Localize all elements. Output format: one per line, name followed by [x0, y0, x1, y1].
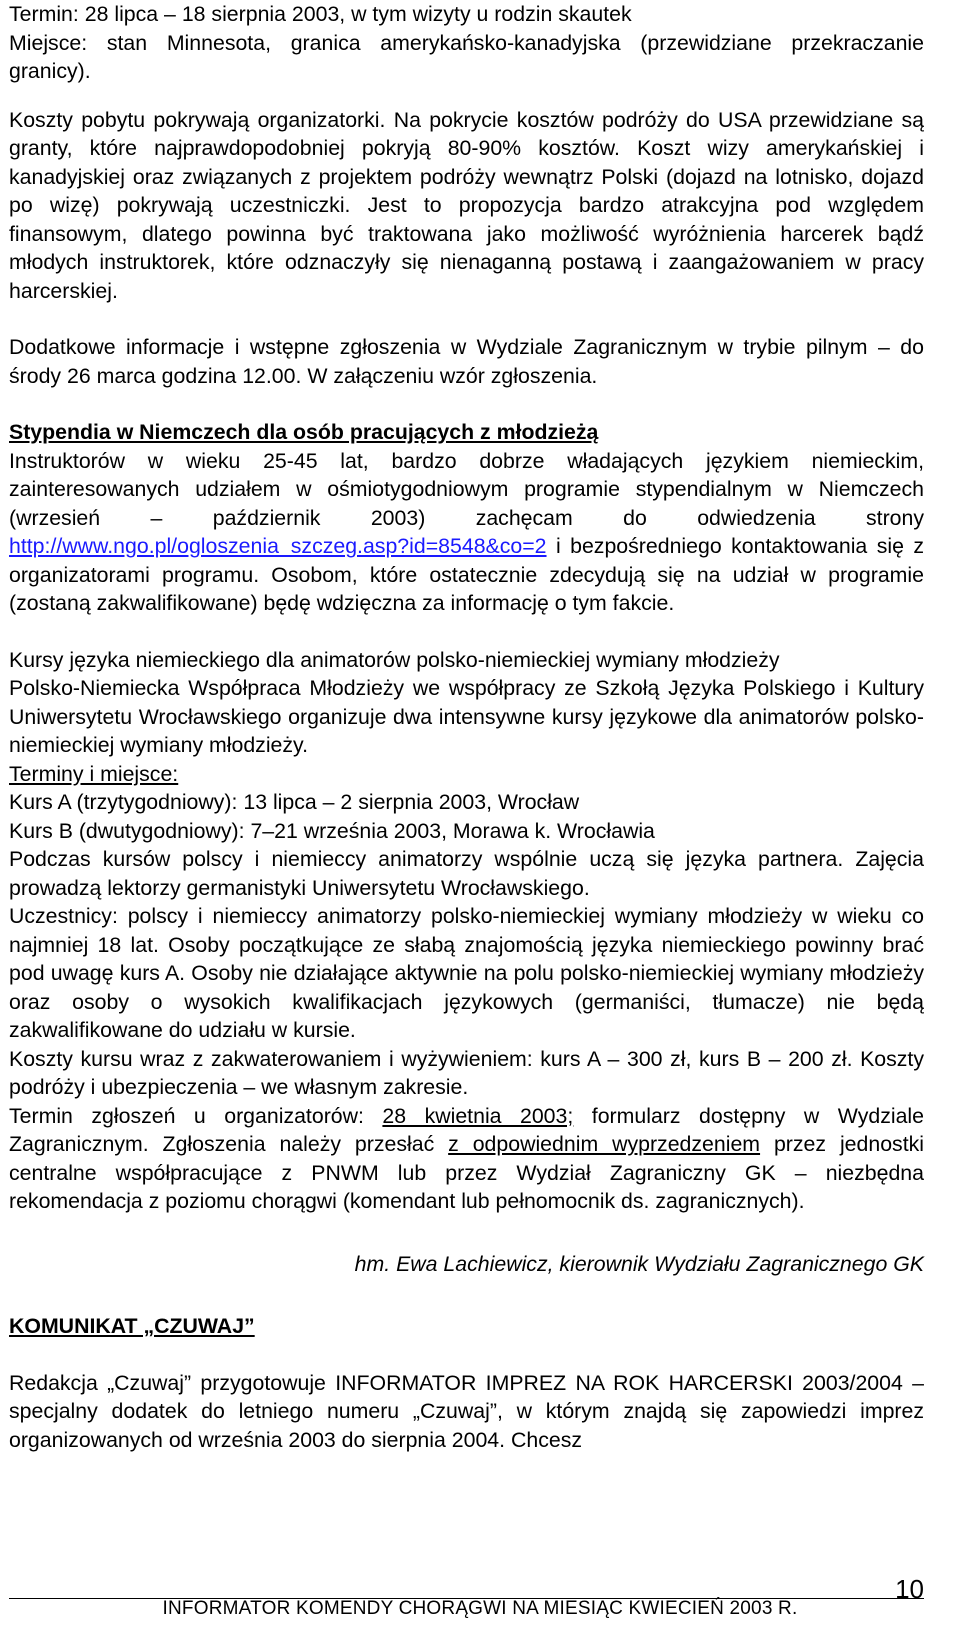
- komunikat-paragraph: Redakcja „Czuwaj” przygotowuje INFORMATOR IMPREZ NA ROK HARCERSKI 2003/2004 – specjalny dodatek do letniego numeru „Czuwaj”, w którym znajdą się zapowiedzi imprez organizowanych od września 2003 do sierpnia 2004. Chcesz: [9, 1370, 924, 1452]
- miejsce-line: Miejsce: stan Minnesota, granica amerykańsko-kanadyjska (przewidziane przekraczanie granicy).: [9, 30, 924, 83]
- uczestnicy-paragraph: Uczestnicy: polscy i niemieccy animatorzy polsko-niemieckiej wymiany młodzieży w wieku co najmniej 18 lat. Osoby początkujące ze słabą znajomością języka niemieckiego powinny brać pod uwagę kurs A. Osoby nie działające aktywnie na polu polsko-niemieckiej wymiany młodzieży oraz osoby o wysokich kwalifikacjach językowych (germaniści, tłumacze) nie będą zakwalifikowane do udziału w kursie.: [9, 904, 924, 1042]
- termin-wyprzedzeniem: z odpowiednim wyprzedzeniem: [448, 1132, 761, 1156]
- page-number: 10: [895, 1574, 924, 1604]
- termin-prefix: Termin zgłoszeń u organizatorów:: [9, 1103, 383, 1128]
- stypendia-heading: Stypendia w Niemczech dla osób pracujących z młodzieżą: [9, 420, 599, 444]
- stypendia-text-2: i bezpośredniego kontaktowania się z organizatorami programu. Osobom, które ostatecznie zdecydują się na udział w programie (zostaną zakwalifikowane) będę wdzięczna za informację o tym fakcie.: [9, 534, 924, 615]
- dodatkowe-paragraph: Dodatkowe informacje i wstępne zgłoszenia w Wydziale Zagranicznym w trybie pilnym – do środy 26 marca godzina 12.00. W załączeniu wzór zgłoszenia.: [9, 335, 924, 388]
- termin-line: Termin: 28 lipca – 18 sierpnia 2003, w tym wizyty u rodzin skautek: [9, 2, 632, 26]
- komunikat-heading: KOMUNIKAT „CZUWAJ”: [9, 1314, 255, 1338]
- ngo-link[interactable]: http://www.ngo.pl/ogloszenia_szczeg.asp?id=8548&co=2: [9, 534, 547, 558]
- terminy-label: Terminy i miejsce:: [9, 761, 179, 786]
- kursy-title: Kursy języka niemieckiego dla animatorów polsko-niemieckiej wymiany młodzieży: [9, 647, 780, 672]
- termin-date: 28 kwietnia 2003;: [382, 1103, 574, 1128]
- podczas-paragraph: Podczas kursów polscy i niemieccy animatorzy wspólnie uczą się języka partnera. Zajęcia prowadzą lektorzy germanistyki Uniwersytetu Wrocławskiego.: [9, 847, 924, 900]
- koszty-paragraph: Koszty pobytu pokrywają organizatorki. Na pokrycie kosztów podróży do USA przewidziane są granty, które najprawdopodobniej pokryją 80-90% kosztów. Koszt wizy amerykańskiej i kanadyjskiej oraz związanych z projektem podróży wewnątrz Polski (dojazd na lotnisko, dojazd po wizę) pokrywają uczestniczki. Jest to propozycja bardzo atrakcyjna pod względem finansowym, dlatego powinna być traktowana jako możliwość wyróżnienia harcerek bądź młodych instruktorek, które odznaczyły się nienaganną postawą i zaangażowaniem w pracy harcerskiej.: [9, 107, 924, 303]
- stypendia-text-1: Instruktorów w wieku 25-45 lat, bardzo dobrze władających językiem niemieckim, zainteresowanych udziałem w ośmiotygodniowym programie stypendialnym w Niemczech (wrzesień – październik 2003) zachęcam do odwiedzenia strony: [9, 448, 924, 530]
- footer-title: INFORMATOR KOMENDY CHORĄGWI NA MIESIĄC KWIECIEŃ 2003 R.: [162, 1598, 798, 1619]
- termin-end: przez jednostki centralne współpracujące z PNWM lub przez Wydział Zagraniczny GK – niezbędna rekomendacja z poziomu chorągwi (komendant lub pełnomocnik ds. zagranicznych).: [9, 1132, 925, 1213]
- signature: hm. Ewa Lachiewicz, kierownik Wydziału Zagranicznego GK: [354, 1251, 924, 1276]
- kurs-a: Kurs A (trzytygodniowy): 13 lipca – 2 sierpnia 2003, Wrocław: [9, 790, 580, 814]
- koszty-kursu-paragraph: Koszty kursu wraz z zakwaterowaniem i wyżywieniem: kurs A – 300 zł, kurs B – 200 zł. Koszty podróży i ubezpieczenia – we własnym zakresie.: [9, 1046, 924, 1099]
- document-page: [9, 0, 924, 1454]
- stypendia-paragraph: [9, 447, 924, 618]
- termin-zgloszen-paragraph: [9, 1102, 924, 1216]
- termin-mid: formularz dostępny w Wydziale Zagranicznym. Zgłoszenia należy przesłać: [9, 1103, 924, 1156]
- kursy-intro: Polsko-Niemiecka Współpraca Młodzieży we współpracy ze Szkołą Języka Polskiego i Kultury Uniwersytetu Wrocławskiego organizuje dwa intensywne kursy językowe dla animatorów polsko-niemieckiej wymiany młodzieży.: [9, 676, 924, 757]
- kurs-b: Kurs B (dwutygodniowy): 7–21 września 2003, Morawa k. Wrocławia: [9, 818, 655, 843]
